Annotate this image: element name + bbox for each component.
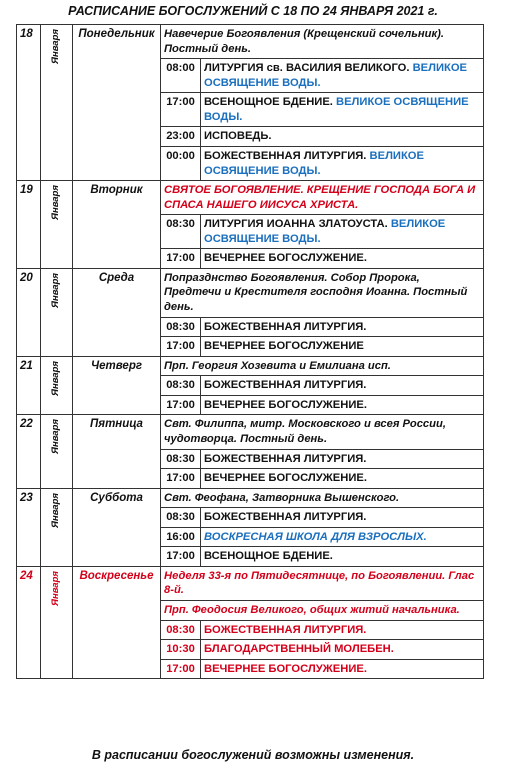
service-text bbox=[201, 317, 484, 337]
service-text bbox=[201, 469, 484, 489]
service-text bbox=[201, 146, 484, 180]
service-text bbox=[201, 508, 484, 528]
day-number: 24 bbox=[17, 566, 41, 678]
schedule-table bbox=[16, 24, 484, 679]
day-number: 22 bbox=[17, 415, 41, 488]
service-time: 17:00 bbox=[161, 469, 201, 489]
service-text bbox=[201, 449, 484, 469]
service-name: ЛИТУРГИЯ ИОАННА ЗЛАТОУСТА. bbox=[204, 218, 388, 231]
weekday-label: Понедельник bbox=[73, 25, 161, 181]
service-time: 16:00 bbox=[161, 527, 201, 547]
service-time: 08:30 bbox=[161, 449, 201, 469]
month-label bbox=[41, 268, 73, 356]
service-name: ВЕЧЕРНЕЕ БОГОСЛУЖЕНИЕ. bbox=[204, 398, 367, 411]
service-note: ВЕЛИКОЕ ОСВЯЩЕНИЕ ВОДЫ. bbox=[204, 96, 469, 123]
month-label bbox=[41, 181, 73, 269]
month-label bbox=[41, 25, 73, 181]
service-text bbox=[201, 59, 484, 93]
day-row bbox=[17, 356, 484, 376]
weekday-label: Вторник bbox=[73, 181, 161, 269]
month-text: Января bbox=[50, 29, 62, 64]
service-note: ВЕЛИКОЕ ОСВЯЩЕНИЕ ВОДЫ. bbox=[204, 218, 446, 245]
service-time: 17:00 bbox=[161, 395, 201, 415]
weekday-label: Суббота bbox=[73, 488, 161, 566]
service-note: ВЕЛИКОЕ ОСВЯЩЕНИЕ ВОДЫ. bbox=[204, 149, 424, 177]
service-time: 08:30 bbox=[161, 376, 201, 396]
page-title: РАСПИСАНИЕ БОГОСЛУЖЕНИЙ С 18 ПО 24 ЯНВАРЯ 2021 г. bbox=[68, 4, 438, 18]
service-text bbox=[201, 527, 484, 547]
service-time: 08:30 bbox=[161, 317, 201, 337]
service-time: 08:00 bbox=[161, 59, 201, 93]
service-name: БОЖЕСТВЕННАЯ ЛИТУРГИЯ. bbox=[204, 379, 367, 392]
service-name: ВСЕНОЩНОЕ БДЕНИЕ. bbox=[204, 550, 333, 563]
service-text bbox=[201, 395, 484, 415]
service-time: 10:30 bbox=[161, 640, 201, 660]
service-name: БЛАГОДАРСТВЕННЫЙ МОЛЕБЕН. bbox=[204, 643, 394, 656]
day-description: Свт. Филиппа, митр. Московского и всея России, чудотворца. Постный день. bbox=[161, 415, 484, 449]
service-time: 17:00 bbox=[161, 337, 201, 357]
service-name: ВЕЧЕРНЕЕ БОГОСЛУЖЕНИЕ. bbox=[204, 472, 367, 485]
service-name: БОЖЕСТВЕННАЯ ЛИТУРГИЯ. bbox=[204, 511, 367, 524]
day-description-secondary: Прп. Феодосия Великого, общих житий начальника. bbox=[161, 601, 484, 621]
service-text bbox=[201, 93, 484, 127]
service-name: БОЖЕСТВЕННАЯ ЛИТУРГИЯ. bbox=[204, 320, 367, 333]
service-time: 08:30 bbox=[161, 620, 201, 640]
service-name: БОЖЕСТВЕННАЯ ЛИТУРГИЯ. bbox=[204, 452, 367, 465]
service-note: ВЕЛИКОЕ ОСВЯЩЕНИЕ ВОДЫ. bbox=[204, 62, 467, 89]
service-time: 08:30 bbox=[161, 215, 201, 249]
month-text: Января bbox=[50, 360, 62, 396]
day-row bbox=[17, 181, 484, 215]
month-text: Января bbox=[50, 419, 62, 455]
month-text: Января bbox=[50, 492, 62, 528]
day-number: 18 bbox=[17, 25, 41, 181]
day-number: 20 bbox=[17, 268, 41, 356]
service-name: ЛИТУРГИЯ св. ВАСИЛИЯ ВЕЛИКОГО. bbox=[204, 62, 410, 75]
service-time: 17:00 bbox=[161, 659, 201, 679]
service-name: ВСЕНОЩНОЕ БДЕНИЕ. bbox=[204, 96, 333, 109]
month-text: Января bbox=[50, 272, 62, 308]
service-text bbox=[201, 547, 484, 567]
service-name: ИСПОВЕДЬ. bbox=[204, 130, 272, 143]
service-text bbox=[201, 337, 484, 357]
month-text: Января bbox=[50, 570, 62, 606]
day-number: 23 bbox=[17, 488, 41, 566]
day-description: Неделя 33-я по Пятидесятнице, по Богоявлении. Глас 8-й. bbox=[161, 566, 484, 600]
service-name: БОЖЕСТВЕННАЯ ЛИТУРГИЯ. bbox=[204, 149, 367, 162]
day-description: Навечерие Богоявления (Крещенский сочельник). Постный день. bbox=[161, 25, 484, 59]
day-row bbox=[17, 488, 484, 508]
service-time: 08:30 bbox=[161, 508, 201, 528]
service-time: 17:00 bbox=[161, 249, 201, 269]
weekday-label: Четверг bbox=[73, 356, 161, 415]
service-text bbox=[201, 127, 484, 147]
service-time: 23:00 bbox=[161, 127, 201, 147]
service-text bbox=[201, 376, 484, 396]
weekday-label: Пятница bbox=[73, 415, 161, 488]
service-time: 00:00 bbox=[161, 146, 201, 180]
service-text bbox=[201, 620, 484, 640]
service-text bbox=[201, 659, 484, 679]
schedule-footer-note: В расписании богослужений возможны изменения. bbox=[91, 748, 415, 762]
day-description: Свт. Феофана, Затворника Вышенского. bbox=[161, 488, 484, 508]
month-label bbox=[41, 415, 73, 488]
service-name: БОЖЕСТВЕННАЯ ЛИТУРГИЯ. bbox=[204, 623, 367, 636]
month-label bbox=[41, 566, 73, 678]
month-label bbox=[41, 488, 73, 566]
weekday-label: Воскресенье bbox=[73, 566, 161, 678]
service-time: 17:00 bbox=[161, 547, 201, 567]
service-name: ВЕЧЕРНЕЕ БОГОСЛУЖЕНИЕ. bbox=[204, 662, 367, 675]
service-note: ВОСКРЕСНАЯ ШКОЛА ДЛЯ ВЗРОСЛЫХ. bbox=[204, 530, 427, 543]
service-name: ВЕЧЕРНЕЕ БОГОСЛУЖЕНИЕ. bbox=[204, 252, 367, 265]
day-row bbox=[17, 566, 484, 600]
day-description: Попразднство Богоявления. Собор Пророка, Предтечи и Крестителя господня Иоанна. Постный день. bbox=[161, 268, 484, 317]
day-row bbox=[17, 415, 484, 449]
day-description: СВЯТОЕ БОГОЯВЛЕНИЕ. КРЕЩЕНИЕ ГОСПОДА БОГА И СПАСА НАШЕГО ИИСУСА ХРИСТА. bbox=[161, 181, 484, 215]
day-row bbox=[17, 268, 484, 317]
day-number: 19 bbox=[17, 181, 41, 269]
weekday-label: Среда bbox=[73, 268, 161, 356]
service-text bbox=[201, 640, 484, 660]
day-row bbox=[17, 25, 484, 59]
service-time: 17:00 bbox=[161, 93, 201, 127]
month-text: Января bbox=[50, 185, 62, 221]
day-description: Прп. Георгия Хозевита и Емилиана исп. bbox=[161, 356, 484, 376]
service-text bbox=[201, 249, 484, 269]
service-text bbox=[201, 215, 484, 249]
service-name: ВЕЧЕРНЕЕ БОГОСЛУЖЕНИЕ bbox=[204, 340, 364, 353]
day-number: 21 bbox=[17, 356, 41, 415]
month-label bbox=[41, 356, 73, 415]
